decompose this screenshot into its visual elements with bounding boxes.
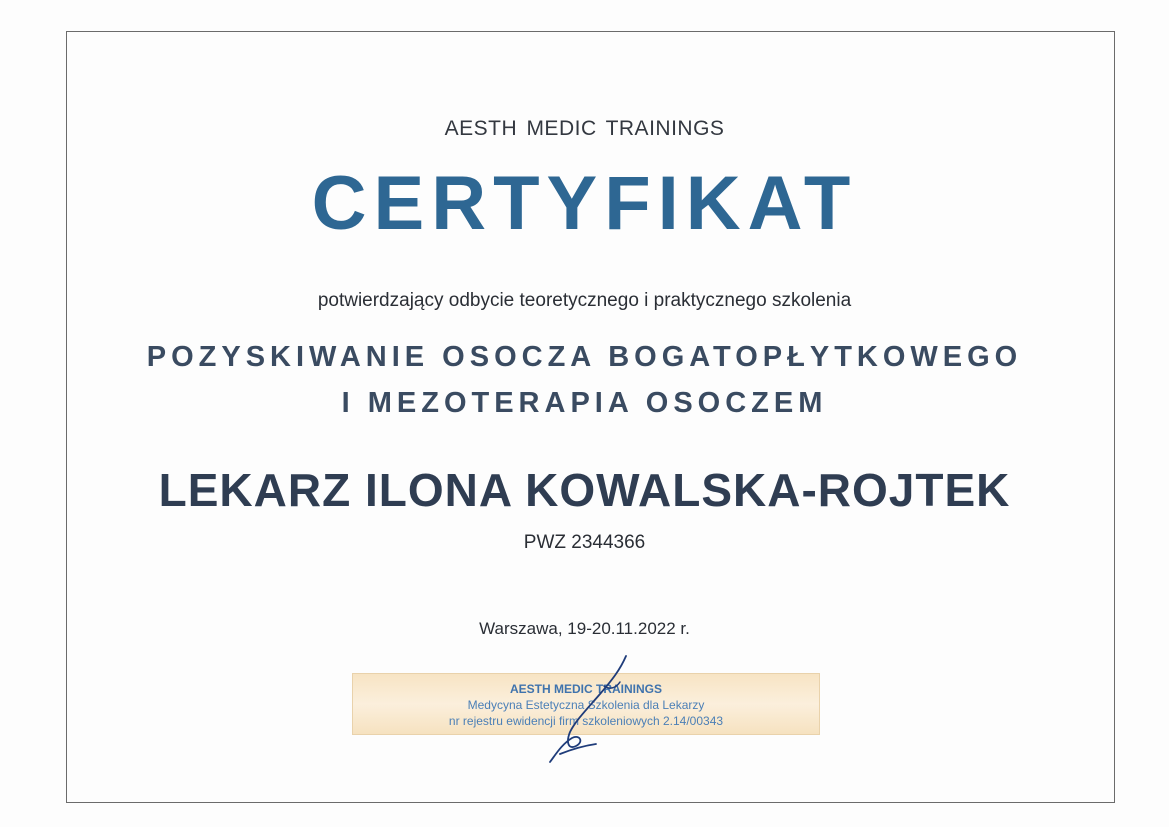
- certificate-title: CERTYFIKAT: [311, 161, 858, 246]
- stamp-company-name: AESTH MEDIC TRAININGS: [509, 682, 662, 696]
- stamp-description: Medycyna Estetyczna Szkolenia dla Lekarzy: [467, 698, 705, 712]
- certificate-subtitle: potwierdzający odbycie teoretycznego i praktycznego szkolenia: [317, 290, 852, 311]
- course-title-line-2: I MEZOTERAPIA OSOCZEM: [341, 387, 828, 419]
- signature-icon: [520, 650, 640, 770]
- pwz-number: PWZ 2344366: [523, 532, 646, 553]
- course-title-line-1: POZYSKIWANIE OSOCZA BOGATOPŁYTKOWEGO: [146, 341, 1023, 373]
- recipient-name: LEKARZ ILONA KOWALSKA-ROJTEK: [158, 464, 1011, 516]
- stamp-registry-number: nr rejestru ewidencji firm szkoleniowych 2.14/00343: [448, 714, 724, 728]
- place-and-date: Warszawa, 19-20.11.2022 r.: [479, 619, 690, 638]
- organization-name: AESTH MEDIC TRAININGS: [444, 117, 725, 140]
